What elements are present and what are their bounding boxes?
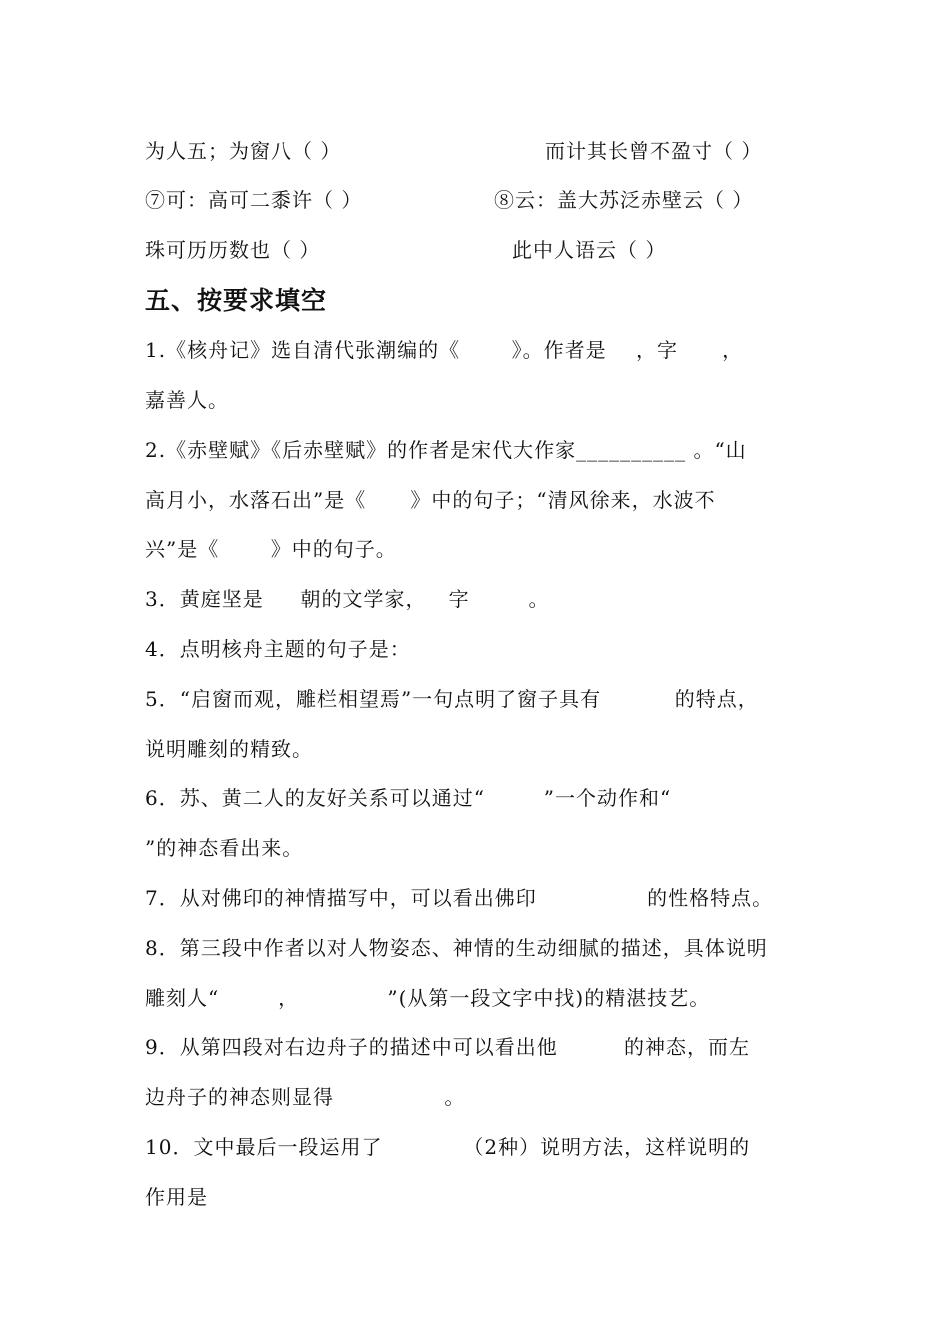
- question-2-line-1: 2.《赤壁赋》《后赤壁赋》的作者是宋代大作家__________ 。“山: [145, 438, 747, 462]
- vocab-row2-left: ⑦可：高可二黍许（ ）: [145, 188, 363, 212]
- vocab-row3-right: 此中人语云（ ）: [512, 238, 667, 262]
- question-10-line-1: 10．文中最后一段运用了 （2种）说明方法，这样说明的: [145, 1135, 751, 1159]
- question-5-line-2: 说明雕刻的精致。: [145, 737, 313, 761]
- vocab-row3-left: 珠可历历数也（ ）: [145, 238, 321, 262]
- question-9-line-1: 9．从第四段对右边舟子的描述中可以看出他 的神态，而左: [145, 1035, 750, 1059]
- question-10-line-2: 作用是: [145, 1185, 208, 1209]
- section-title: 五、按要求填空: [145, 286, 328, 315]
- question-1-line-1: 1.《核舟记》选自清代张潮编的《 》。作者是 ，字 ，: [145, 338, 744, 362]
- question-6-line-2: ”的神态看出来。: [145, 836, 304, 860]
- question-9-line-2: 边舟子的神态则显得 。: [145, 1085, 466, 1109]
- question-5-line-1: 5．“启窗而观，雕栏相望焉”一句点明了窗子具有 的特点，: [145, 687, 759, 711]
- question-3: 3．黄庭坚是 朝的文学家， 字 。: [145, 587, 550, 611]
- vocab-row1-right: 而计其长曾不盈寸（ ）: [545, 139, 763, 163]
- question-2-line-3: 兴”是《 》中的句子。: [145, 537, 397, 561]
- vocab-row2-right: ⑧云：盖大苏泛赤壁云（ ）: [494, 188, 754, 212]
- question-6-line-1: 6．苏、黄二人的友好关系可以通过“ ”一个动作和“: [145, 786, 672, 810]
- question-7: 7．从对佛印的神情描写中，可以看出佛印 的性格特点。: [145, 886, 774, 910]
- question-4: 4．点明核舟主题的句子是：: [145, 637, 411, 661]
- question-1-line-2: 嘉善人。: [145, 388, 229, 412]
- question-2-line-2: 高月小，水落石出”是《 》中的句子；“清风徐来，水波不: [145, 488, 716, 512]
- vocab-row1-left: 为人五；为窗八（ ）: [145, 139, 342, 163]
- question-8-line-2: 雕刻人“ ， ”(从第一段文字中找)的精湛技艺。: [145, 986, 711, 1010]
- question-8-line-1: 8．第三段中作者以对人物姿态、神情的生动细腻的描述，具体说明: [145, 936, 768, 960]
